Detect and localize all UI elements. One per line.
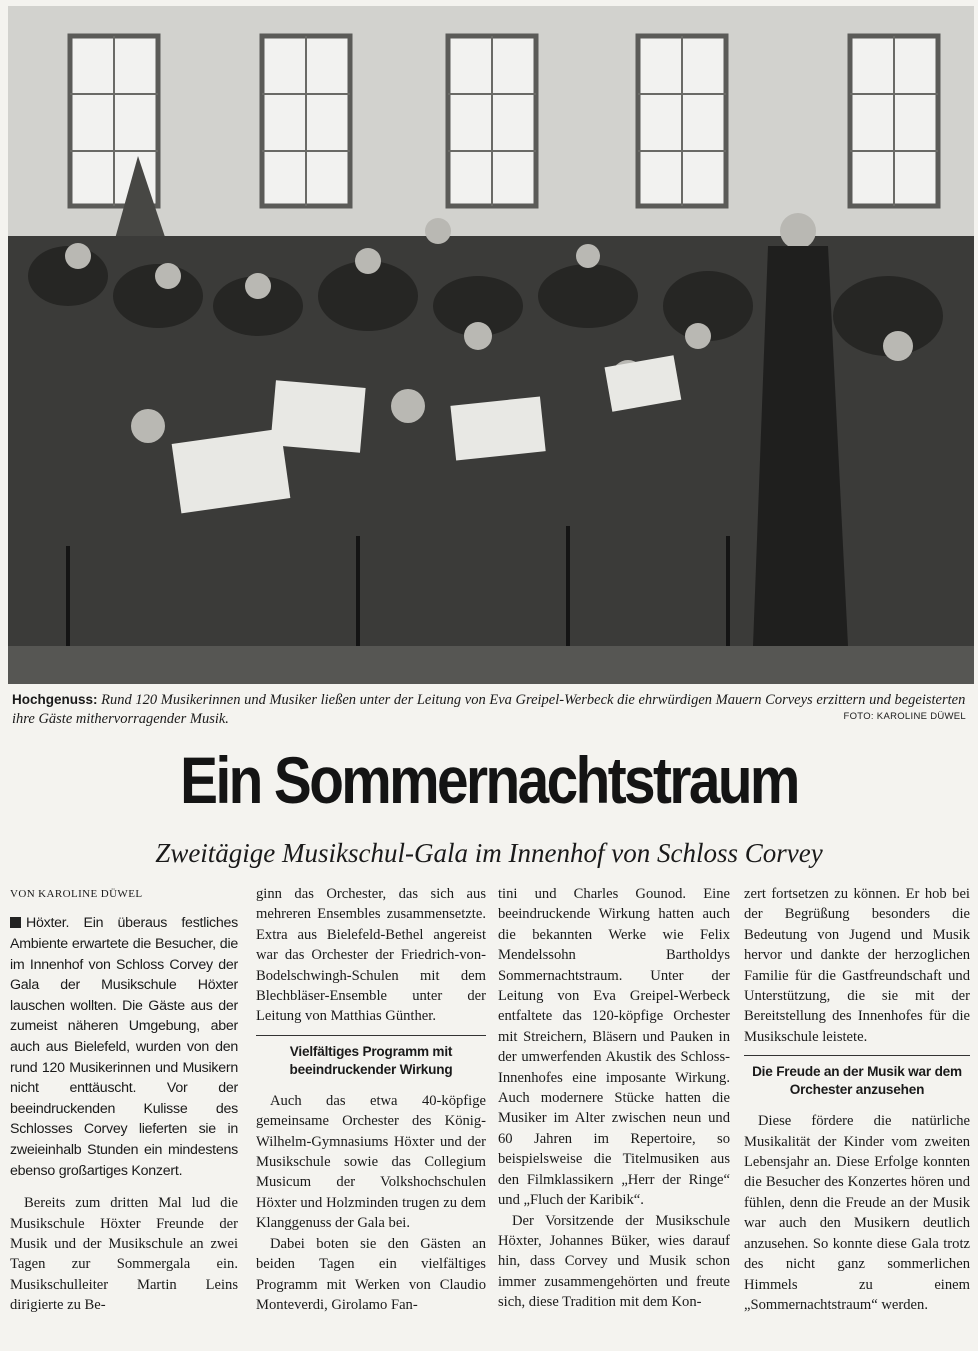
crosshead: Die Freude an der Musik war dem Orchester anzusehen: [744, 1055, 970, 1099]
article-paragraph: Der Vorsitzende der Musikschule Höxter, Johannes Büker, wies darauf hin, dass Corvey und Musik schon immer zusammengehörten und freute sich, diese Tradition mit dem Kon-: [498, 1212, 730, 1311]
byline: VON KAROLINE DÜWEL: [10, 888, 143, 900]
caption-label: Hochgenuss:: [12, 692, 98, 707]
article-paragraph: Diese fördere die natürliche Musikalität der Kinder vom zweiten Lebensjahr an. Diese Erfolge konnten die Besucher des Konzertes hören und fühlen, denn die Freude an der Musik war auch den Musikern deutlich anzusehen. So konnte diese Gala trotz des nicht ganz sommerlichen Himmels zu einem „Sommernachtstraum“ werden.: [744, 1113, 970, 1313]
article-column-3: [498, 884, 730, 1313]
article-paragraph: Bereits zum dritten Mal lud die Musikschule Höxter Freunde der Musik und der Musikschule an zwei Tagen zur Sommergala ein. Musikschulleiter Martin Leins dirigierte zu Be-: [10, 1195, 238, 1314]
crosshead: Vielfältiges Programm mit beeindruckender Wirkung: [256, 1035, 486, 1079]
article-column-4: [744, 884, 970, 1315]
article-column-1: [10, 884, 238, 1316]
paragraph-marker-icon: [10, 917, 21, 928]
photo-caption: [12, 690, 970, 729]
article-column-2: [256, 884, 486, 1315]
article-paragraph: Dabei boten sie den Gästen an beiden Tagen ein vielfältiges Programm mit Werken von Claudio Monteverdi, Girolamo Fan-: [256, 1235, 486, 1313]
photo-credit: FOTO: KAROLINE DÜWEL: [843, 711, 966, 722]
article-paragraph: Auch das etwa 40-köpfige gemeinsame Orchester des König-Wilhelm-Gymnasiums Höxter und der Musikschule sowie das Collegium Musicum der Volkshochschulen Höxter und Holzminden trugen zu dem Klanggenuss der Gala bei.: [256, 1092, 486, 1232]
article-paragraph: zert fortsetzen zu können. Er hob bei der Begrüßung besonders die Bedeutung von Jugend und Musik hervor und dankte der herzoglichen Familie für die Gastfreundschaft und Unterstützung, die sie mit der Bereitstellung des Innenhofes für die Musikschule leistete.: [744, 886, 970, 1045]
article-paragraph: tini und Charles Gounod. Eine beeindruckende Wirkung hatten auch die bekannten Werke wie Felix Mendelssohn Bartholdys Sommernachtstraum. Unter der Leitung von Eva Greipel-Werbeck entfaltete das 120-köpfige Orchester mit Streichern, Bläsern und Pauken in der umwerfenden Akustik des Schloss-Innenhofes eine imposante Wirkung. Auch modernere Stücke hatten die Musiker im Alter zwischen neun und 60 Jahren im Repertoire, so beispielsweise die Titelmusiken aus den Filmklassikern „Herr der Ringe“ und „Fluch der Karibik“.: [498, 886, 730, 1209]
headline: Ein Sommernachtstraum: [180, 743, 798, 817]
lead-text: Höxter. Ein überaus festliches Ambiente erwartete die Besucher, die im Innenhof von Schloss Corvey der Gala der Musikschule Höxter lauschen wollten. Die Gäste aus der zumeist näheren Umgebung, aber auch aus Bielefeld, wurden von den rund 120 Musikerinnen und Musikern nicht enttäuscht. Vor der beeindruckenden Kulisse des Schlosses Corvey lieferten sie in zweieinhalb Stunden ein mindestens ebenso großartiges Konzert.: [10, 915, 238, 1179]
subheadline: Zweitägige Musikschul-Gala im Innenhof von Schloss Corvey: [155, 838, 823, 868]
article-paragraph: ginn das Orchester, das sich aus mehreren Ensembles zusammensetzte. Extra aus Bielefeld-Bethel angereist war das Orchester der Friedrich-von-Bodelschwingh-Schulen mit dem Blechbläser-Ensemble unter der Leitung von Matthias Günther.: [256, 886, 486, 1025]
caption-text: Rund 120 Musikerinnen und Musiker ließen unter der Leitung von Eva Greipel-Werbeck die ehrwürdigen Mauern Corveys erzittern und begeisterten ihre Gäste mithervorragender Musik.: [12, 692, 966, 727]
lead-paragraph: [10, 913, 238, 1181]
orchestra-photo-icon: [8, 6, 974, 684]
orchestra-photo: [8, 6, 974, 684]
